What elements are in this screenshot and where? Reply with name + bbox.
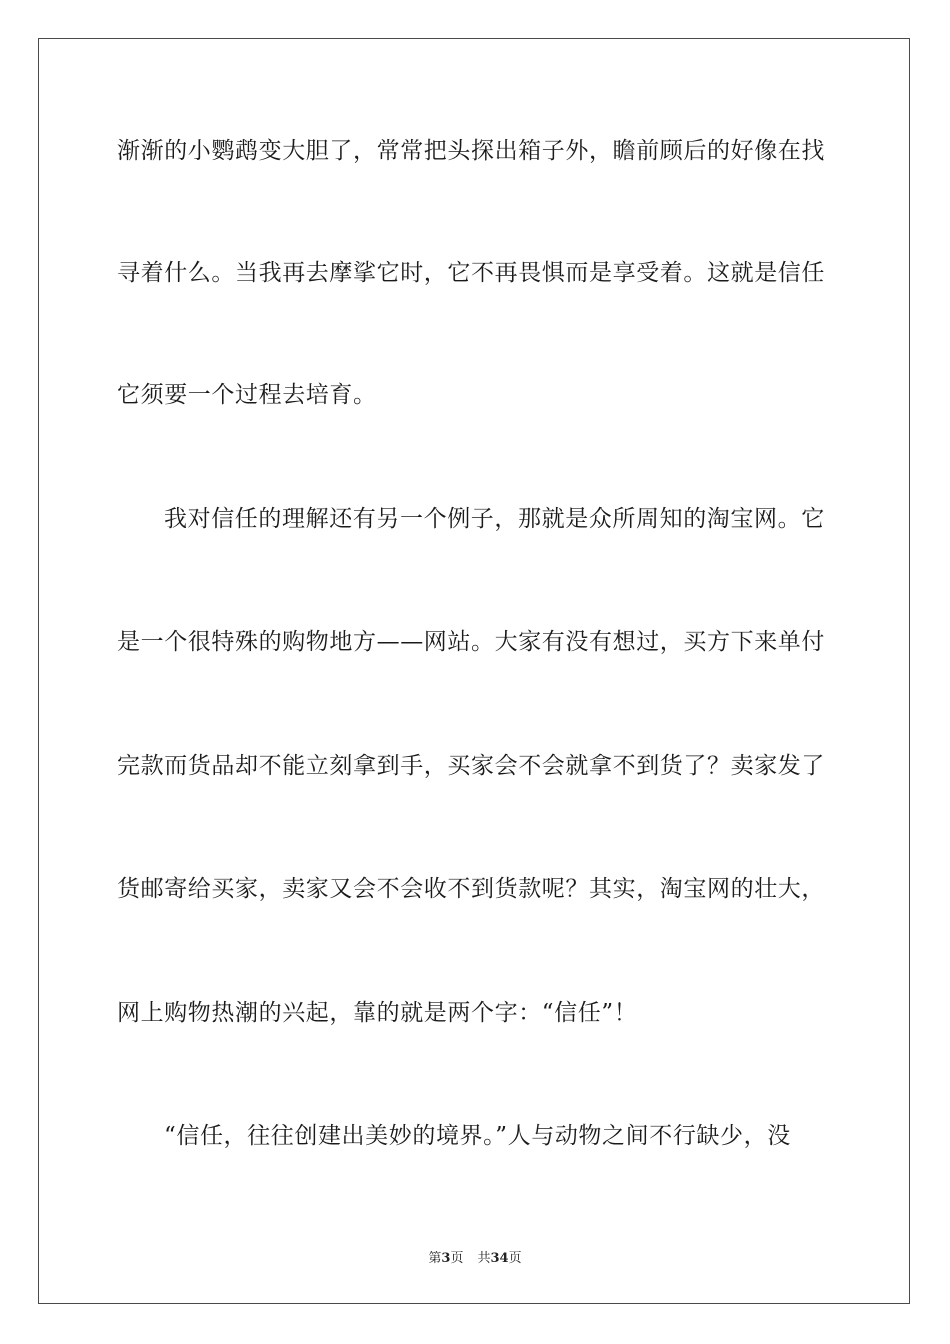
page-current: 3 [441,1251,451,1266]
page-total: 34 [490,1251,509,1266]
paragraph-line: 货邮寄给买家，卖家又会不会收不到货款呢？其实，淘宝网的壮大， [117,876,825,902]
page-footer [0,1250,950,1268]
paragraph-line: 是一个很特殊的购物地方——网站。大家有没有想过，买方下来单付 [117,629,825,655]
page-suffix: 页 [450,1251,464,1266]
page-border [38,38,910,1304]
total-prefix: 共 [477,1251,491,1266]
page-prefix: 第 [428,1251,442,1266]
paragraph-line: 完款而货品却不能立刻拿到手，买家会不会就拿不到货了？卖家发了 [117,753,825,779]
paragraph-line: 它须要一个过程去培育。 [117,382,377,408]
total-suffix: 页 [508,1251,522,1266]
paragraph-line: “信任，往往创建出美妙的境界。”人与动物之间不行缺少，没 [164,1123,791,1149]
paragraph-line: 寻着什么。当我再去摩挲它时，它不再畏惧而是享受着。这就是信任 [117,260,825,286]
paragraph-line: 网上购物热潮的兴起，靠的就是两个字：“信任”！ [117,1000,638,1026]
paragraph-line: 我对信任的理解还有另一个例子，那就是众所周知的淘宝网。它 [164,506,825,532]
paragraph-line: 渐渐的小鹦鹉变大胆了，常常把头探出箱子外，瞻前顾后的好像在找 [117,138,825,164]
